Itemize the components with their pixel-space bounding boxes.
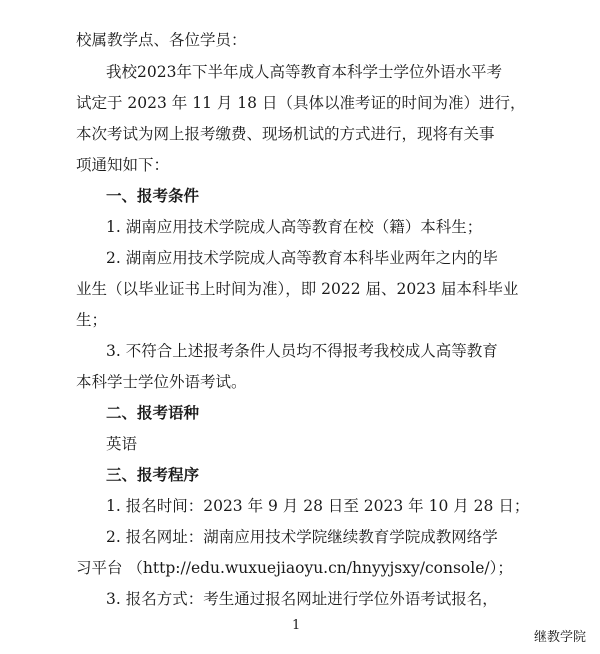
salutation: 校属教学点、各位学员： — [76, 31, 247, 49]
intro-line-3: 本次考试为网上报考缴费、现场机试的方式进行，现将有关事 — [76, 125, 495, 143]
page-number: 1 — [292, 618, 301, 633]
eligibility-item-3-line-2: 本科学士学位外语考试。 — [76, 373, 247, 391]
section-heading-language: 二、报考语种 — [106, 404, 200, 422]
section-heading-procedure: 三、报考程序 — [106, 466, 200, 484]
eligibility-item-2-line-2: 业生（以毕业证书上时间为准），即 2022 届、2023 届本科毕业 — [76, 280, 519, 298]
section-heading-eligibility: 一、报考条件 — [106, 187, 200, 205]
intro-line-4: 项通知如下： — [76, 156, 170, 174]
procedure-item-2-line-1: 2. 报名网址：湖南应用技术学院继续教育学院成教网络学 — [106, 528, 498, 546]
eligibility-item-3-line-1: 3. 不符合上述报考条件人员均不得报考我校成人高等教育 — [106, 342, 498, 360]
intro-line-2: 试定于 2023 年 11 月 18 日（具体以准考证的时间为准）进行， — [76, 94, 526, 112]
eligibility-item-2-line-1: 2. 湖南应用技术学院成人高等教育本科毕业两年之内的毕 — [106, 249, 498, 267]
language-content: 英语 — [106, 435, 138, 453]
procedure-item-1: 1. 报名时间：2023 年 9 月 28 日至 2023 年 10 月 28 日； — [106, 497, 530, 515]
procedure-item-3: 3. 报名方式：考生通过报名网址进行学位外语考试报名， — [106, 590, 498, 608]
intro-line-1: 我校2023年下半年成人高等教育本科学士学位外语水平考 — [106, 63, 502, 81]
procedure-item-2-line-2: 习平台 （http://edu.wuxuejiaoyu.cn/hnyyjsxy/console/）； — [76, 559, 513, 577]
eligibility-item-2-line-3: 生； — [76, 311, 108, 329]
watermark-label: 继教学院 — [533, 630, 586, 645]
eligibility-item-1: 1. 湖南应用技术学院成人高等教育在校（籍）本科生； — [106, 218, 483, 236]
